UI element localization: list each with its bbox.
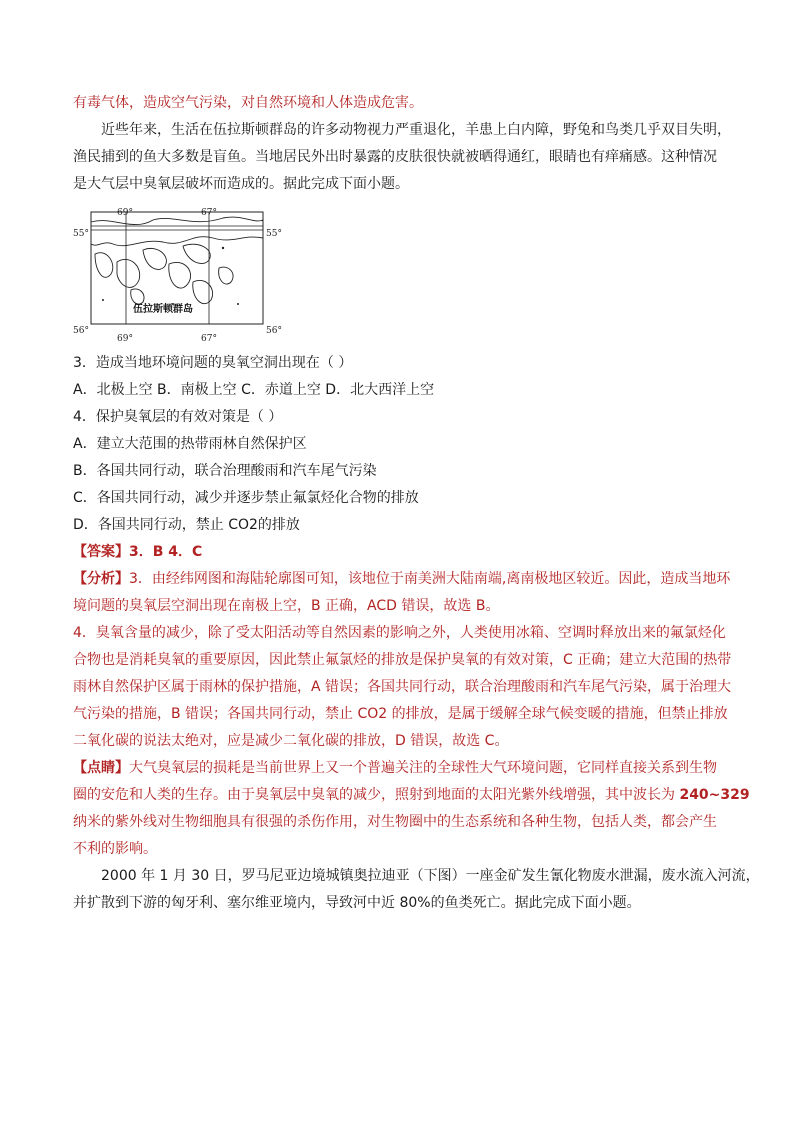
answer-value: 3．B 4．C (129, 544, 203, 560)
analysis-line: 合物也是消耗臭氧的重要原因，因此禁止氟氯烃的排放是保护臭氧的有效对策，C 正确；建立大范围的热带 (73, 652, 732, 668)
document-body (73, 90, 760, 917)
analysis-line: 4．臭氧含量的减少，除了受太阳活动等自然因素的影响之外，人类使用冰箱、空调时释放出来的氟氯烃化 (73, 625, 726, 641)
longitude-label-bottom-left: 69° (117, 334, 133, 344)
next-intro-line: 并扩散到下游的匈牙利、塞尔维亚境内，导致河中近 80%的鱼类死亡。据此完成下面小题。 (73, 895, 641, 911)
comment-tag: 【点睛】 (73, 760, 129, 776)
next-intro-line: 2000 年 1 月 30 日，罗马尼亚边境城镇奥拉迪亚（下图）一座金矿发生氰化物废水泄漏，废水流入河流， (101, 868, 760, 884)
answer-tag: 【答案】 (73, 544, 129, 560)
longitude-label-top-left: 69° (117, 208, 133, 218)
analysis-line: 气污染的措施，B 错误；各国共同行动，禁止 CO2 的排放，是属于缓解全球气候变暖的措施，但禁止排放 (73, 706, 728, 722)
comment-line: 不利的影响。 (73, 841, 157, 857)
comment-line (73, 782, 750, 809)
intro-paragraph-line: 近些年来，生活在伍拉斯顿群岛的许多动物视力严重退化，羊患上白内障，野兔和鸟类几乎双目失明， (101, 122, 731, 138)
question-4-option-a: A．建立大范围的热带雨林自然保护区 (73, 436, 307, 452)
comment-text: 圈的安危和人类的生存。由于臭氧层中臭氧的减少，照射到地面的太阳光紫外线增强，其中波长为 (73, 787, 680, 803)
answer-line (73, 539, 733, 566)
map-place-label: 伍拉斯顿群岛 (133, 304, 193, 315)
analysis-text: 3．由经纬网图和海陆轮廓图可知，该地位于南美洲大陆南端,离南极地区较近。因此，造成当地环 (129, 571, 731, 587)
comment-text: 大气臭氧层的损耗是当前世界上又一个普遍关注的全球性大气环境问题，它同样直接关系到生物 (129, 760, 717, 776)
analysis-tag: 【分析】 (73, 571, 129, 587)
paragraph-continuation: 有毒气体，造成空气污染，对自然环境和人体造成危害。 (73, 95, 423, 111)
analysis-line (73, 566, 733, 593)
comment-line (73, 755, 733, 782)
question-4-stem: 4．保护臭氧层的有效对策是（ ） (73, 409, 283, 425)
comment-line: 纳米的紫外线对生物细胞具有很强的杀伤作用，对生物圈中的生态系统和各种生物，包括人类，都会产生 (73, 814, 717, 830)
question-3-stem: 3．造成当地环境问题的臭氧空洞出现在（ ） (73, 355, 353, 371)
longitude-label-bottom-right: 67° (201, 334, 217, 344)
latitude-label-bottom-left: 56° (73, 326, 89, 336)
latitude-label-top-right: 55° (266, 229, 282, 239)
latitude-label-top-left: 55° (73, 229, 89, 239)
map-drawing (73, 204, 293, 344)
question-4-option-b: B．各国共同行动，联合治理酸雨和汽车尾气污染 (73, 463, 377, 479)
longitude-label-top-right: 67° (201, 208, 217, 218)
intro-paragraph-line: 渔民捕到的鱼大多数是盲鱼。当地居民外出时暴露的皮肤很快就被晒得通红，眼睛也有痒痛感。这种情况 (73, 149, 717, 165)
latitude-label-bottom-right: 56° (266, 326, 282, 336)
intro-paragraph-line: 是大气层中臭氧层破坏而造成的。据此完成下面小题。 (73, 176, 409, 192)
map-figure (73, 204, 293, 344)
question-4-option-d: D．各国共同行动，禁止 CO2的排放 (73, 517, 300, 533)
analysis-line: 二氧化碳的说法太绝对，应是减少二氧化碳的排放，D 错误，故选 C。 (73, 733, 509, 749)
question-3-options: A．北极上空 B．南极上空 C．赤道上空 D．北大西洋上空 (73, 382, 435, 398)
wavelength-range: 240~329 (679, 787, 750, 803)
analysis-line: 雨林自然保护区属于雨林的保护措施，A 错误；各国共同行动，联合治理酸雨和汽车尾气污染，属于治理大 (73, 679, 732, 695)
analysis-line: 境问题的臭氧层空洞出现在南极上空，B 正确，ACD 错误，故选 B。 (73, 598, 500, 614)
question-4-option-c: C．各国共同行动，减少并逐步禁止氟氯烃化合物的排放 (73, 490, 419, 506)
